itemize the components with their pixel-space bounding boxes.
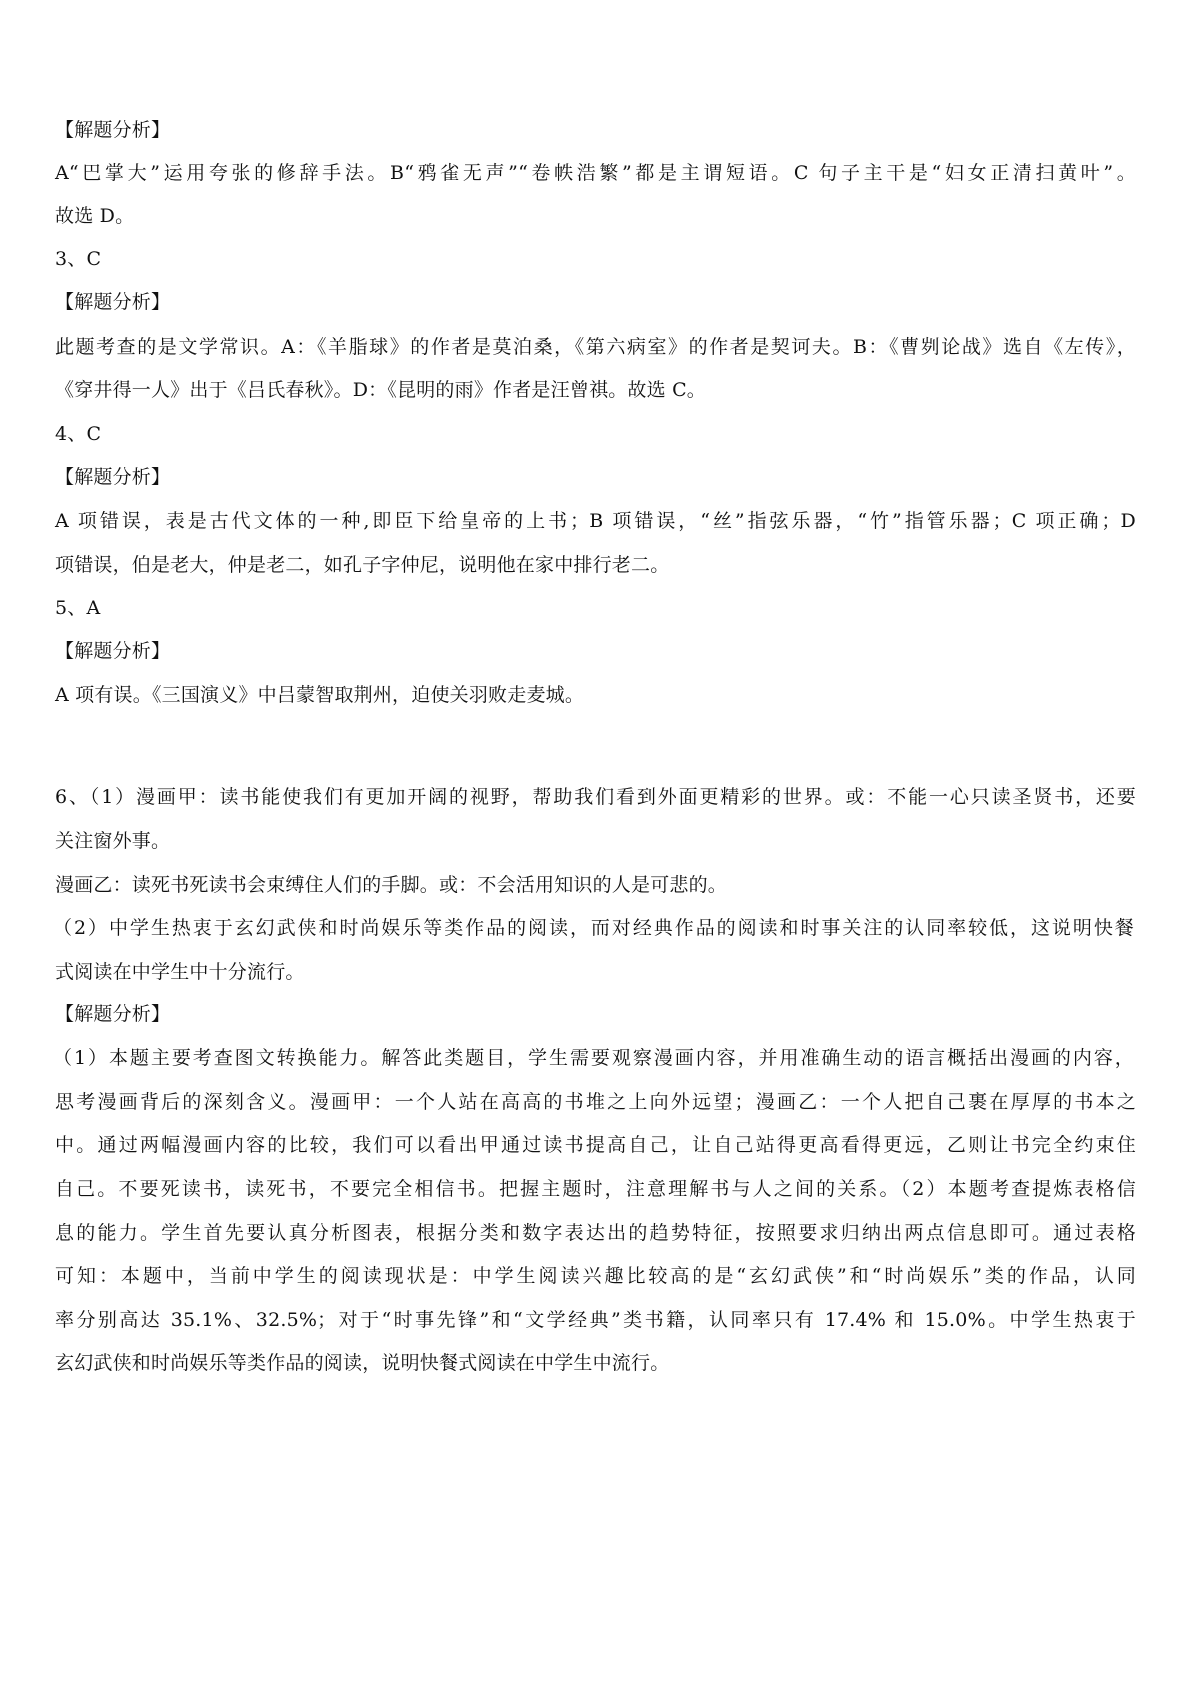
text-line: 关注窗外事。 <box>55 830 171 852</box>
text-line: 思考漫画背后的深刻含义。漫画甲：一个人站在高高的书堆之上向外远望；漫画乙：一个人把自己裹在厚厚的书本之 <box>55 1091 1136 1113</box>
text-line: 可知：本题中，当前中学生的阅读现状是：中学生阅读兴趣比较高的是“玄幻武侠”和“时尚娱乐”类的作品，认同 <box>55 1265 1136 1287</box>
text-line: 此题考查的是文学常识。A：《羊脂球》的作者是莫泊桑，《第六病室》的作者是契诃夫。B：《曹刿论战》选自《左传》， <box>55 336 1136 358</box>
text-line: 率分别高达 35.1%、32.5%；对于“时事先锋”和“文学经典”类书籍，认同率只有 17.4% 和 15.0%。中学生热衷于 <box>55 1309 1136 1331</box>
text-line: A 项有误。《三国演义》中吕蒙智取荆州，迫使关羽败走麦城。 <box>55 684 585 706</box>
text-line: （2）中学生热衷于玄幻武侠和时尚娱乐等类作品的阅读，而对经典作品的阅读和时事关注的认同率较低，这说明快餐 <box>53 917 1134 939</box>
text-line: （1）本题主要考查图文转换能力。解答此类题目，学生需要观察漫画内容，并用准确生动的语言概括出漫画的内容， <box>53 1047 1134 1069</box>
text-line: 项错误，伯是老大，仲是老二，如孔子字仲尼，说明他在家中排行老二。 <box>55 554 670 576</box>
section-heading-analysis: 【解题分析】 <box>55 1003 171 1025</box>
text-line: A 项错误，表是古代文体的一种,即臣下给皇帝的上书；B 项错误，“丝”指弦乐器，“竹”指管乐器；C 项正确；D <box>55 510 1136 532</box>
section-heading-analysis: 【解题分析】 <box>55 640 171 662</box>
answer-number: 5、A <box>55 597 101 619</box>
text-line: 故选 D。 <box>55 205 135 227</box>
section-heading-analysis: 【解题分析】 <box>55 466 171 488</box>
text-line: A“巴掌大”运用夸张的修辞手法。B“鸦雀无声”“卷帙浩繁”都是主谓短语。C 句子主干是“妇女正清扫黄叶”。 <box>55 162 1136 184</box>
section-heading-analysis: 【解题分析】 <box>55 119 171 141</box>
answer-number: 4、C <box>55 423 102 445</box>
text-line: 玄幻武侠和时尚娱乐等类作品的阅读，说明快餐式阅读在中学生中流行。 <box>55 1352 670 1374</box>
answer-6-line: 6、（1）漫画甲：读书能使我们有更加开阔的视野，帮助我们看到外面更精彩的世界。或：不能一心只读圣贤书，还要 <box>55 786 1136 808</box>
section-heading-analysis: 【解题分析】 <box>55 291 171 313</box>
text-line: 息的能力。学生首先要认真分析图表，根据分类和数字表达出的趋势特征，按照要求归纳出两点信息即可。通过表格 <box>55 1222 1136 1244</box>
text-line: 中。通过两幅漫画内容的比较，我们可以看出甲通过读书提高自己，让自己站得更高看得更远，乙则让书完全约束住 <box>55 1134 1136 1156</box>
answer-number: 3、C <box>55 248 102 270</box>
text-line: 漫画乙：读死书死读书会束缚住人们的手脚。或：不会活用知识的人是可悲的。 <box>55 874 728 896</box>
text-line: 式阅读在中学生中十分流行。 <box>55 961 305 983</box>
text-line: 《穿井得一人》出于《吕氏春秋》。D：《昆明的雨》作者是汪曾祺。故选 C。 <box>55 379 707 401</box>
text-line: 自己。不要死读书，读死书，不要完全相信书。把握主题时，注意理解书与人之间的关系。（2）本题考查提炼表格信 <box>55 1178 1136 1200</box>
